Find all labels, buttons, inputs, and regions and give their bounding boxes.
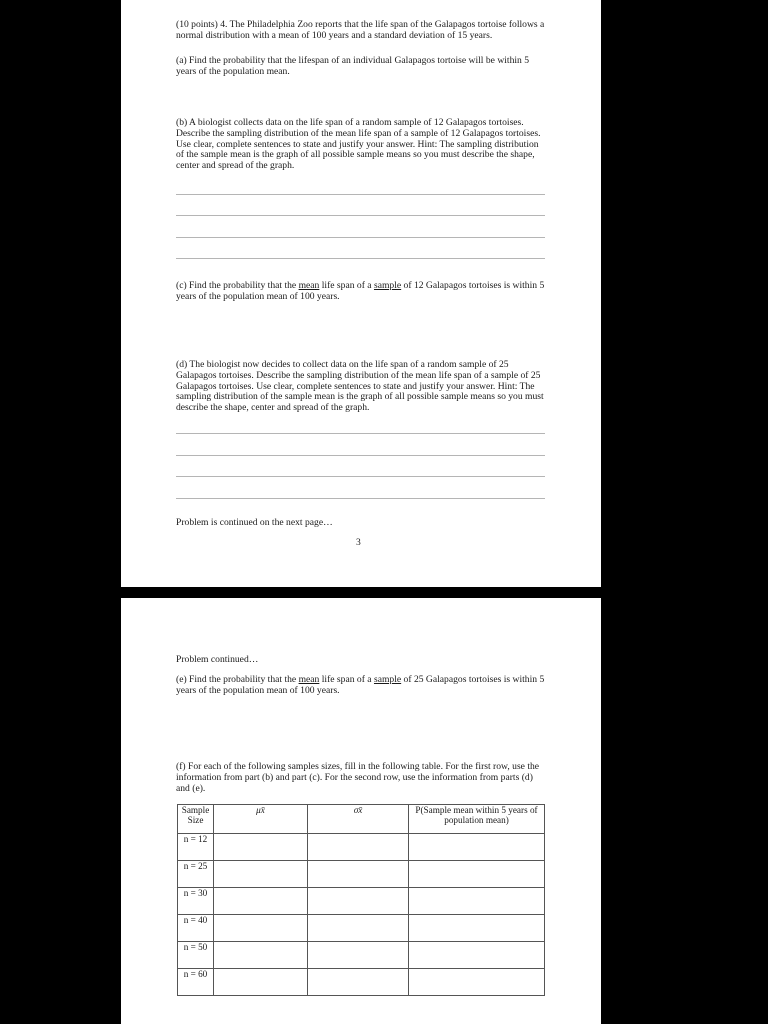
worksheet-page-2	[121, 598, 601, 1024]
cell-probability[interactable]	[409, 861, 545, 888]
part-c-text: life span of a	[319, 280, 374, 291]
part-c-sample-emphasis: sample	[373, 280, 402, 291]
problem-intro: (10 points) 4. The Philadelphia Zoo reports that the life span of the Galapagos tortoise follows a normal distribution with a mean of 100 years and a standard deviation of 15 years.	[176, 19, 545, 41]
cell-sigma[interactable]	[308, 915, 409, 942]
cell-sigma[interactable]	[308, 942, 409, 969]
cell-mu[interactable]	[214, 861, 308, 888]
cell-probability[interactable]	[409, 915, 545, 942]
worksheet-page-1	[121, 0, 601, 587]
table-row	[178, 888, 545, 915]
cell-mu[interactable]	[214, 942, 308, 969]
cell-probability[interactable]	[409, 942, 545, 969]
row-sample-size: n = 30	[178, 888, 214, 915]
answer-line	[176, 476, 545, 477]
continued-note: Problem is continued on the next page…	[176, 517, 333, 528]
cell-sigma[interactable]	[308, 861, 409, 888]
answer-line	[176, 498, 545, 499]
problem-continued: Problem continued…	[176, 654, 259, 665]
cell-sigma[interactable]	[308, 834, 409, 861]
header-mu-xbar: μx̄	[214, 805, 308, 834]
answer-line	[176, 433, 545, 434]
table-row	[178, 861, 545, 888]
table-row	[178, 969, 545, 996]
cell-probability[interactable]	[409, 888, 545, 915]
row-sample-size: n = 50	[178, 942, 214, 969]
part-c-question	[176, 281, 548, 303]
table-row	[178, 942, 545, 969]
cell-sigma[interactable]	[308, 969, 409, 996]
answer-line	[176, 455, 545, 456]
part-f-question: (f) For each of the following samples sizes, fill in the following table. For the first row, use the information from part (b) and part (c). For the second row, use the information from parts (d) and (e).	[176, 761, 540, 794]
answer-line	[176, 194, 545, 195]
header-probability: P(Sample mean within 5 years of population mean)	[409, 805, 545, 834]
answer-table	[177, 804, 545, 996]
part-c-text: of 12 Galapagos tortoises is within 5 years of the population mean of 100 years.	[176, 280, 545, 302]
answer-line	[176, 258, 545, 259]
cell-probability[interactable]	[409, 969, 545, 996]
row-sample-size: n = 25	[178, 861, 214, 888]
answer-line	[176, 237, 545, 238]
table-row	[178, 834, 545, 861]
cell-mu[interactable]	[214, 888, 308, 915]
part-c-mean-emphasis: mean	[298, 280, 320, 291]
cell-sigma[interactable]	[308, 888, 409, 915]
part-e-text: of 25 Galapagos tortoises is within 5 years of the population mean of 100 years.	[176, 674, 545, 696]
part-e-mean-emphasis: mean	[298, 674, 320, 685]
part-a-question: (a) Find the probability that the lifespan of an individual Galapagos tortoise will be within 5 years of the population mean.	[176, 55, 530, 77]
cell-mu[interactable]	[214, 915, 308, 942]
row-sample-size: n = 12	[178, 834, 214, 861]
row-sample-size: n = 60	[178, 969, 214, 996]
part-e-text: (e) Find the probability that the	[176, 674, 299, 685]
cell-mu[interactable]	[214, 834, 308, 861]
home-indicator[interactable]	[266, 1013, 502, 1018]
part-e-sample-emphasis: sample	[373, 674, 402, 685]
part-c-text: (c) Find the probability that the	[176, 280, 299, 291]
header-sample-size: Sample Size	[178, 805, 214, 834]
part-b-question: (b) A biologist collects data on the life span of a random sample of 12 Galapagos tortoises. Describe the sampling distribution of the mean life span of a sample of 12 Galapagos tortoises. Use clear, complete sentences to state and justify your answer. Hint: The sampling distribution of the sample mean is the graph of all possible sample means so you must describe the shape, center and spread of the graph.	[176, 117, 541, 172]
cell-mu[interactable]	[214, 969, 308, 996]
header-sigma-xbar: σx̄	[308, 805, 409, 834]
row-sample-size: n = 40	[178, 915, 214, 942]
table-row	[178, 915, 545, 942]
part-e-question	[176, 675, 548, 697]
answer-line	[176, 215, 545, 216]
cell-probability[interactable]	[409, 834, 545, 861]
page-number: 3	[356, 537, 361, 548]
part-d-question: (d) The biologist now decides to collect data on the life span of a random sample of 25 Galapagos tortoises. Describe the sampling distribution of the mean life span of a sample of 25 Galapagos tortoises. Use clear, complete sentences to state and justify your answer. Hint: The sampling distribution of the sample mean is the graph of all possible sample means so you must describe the shape, center and spread of the graph.	[176, 359, 544, 414]
table-header-row	[178, 805, 545, 834]
part-e-text: life span of a	[319, 674, 374, 685]
